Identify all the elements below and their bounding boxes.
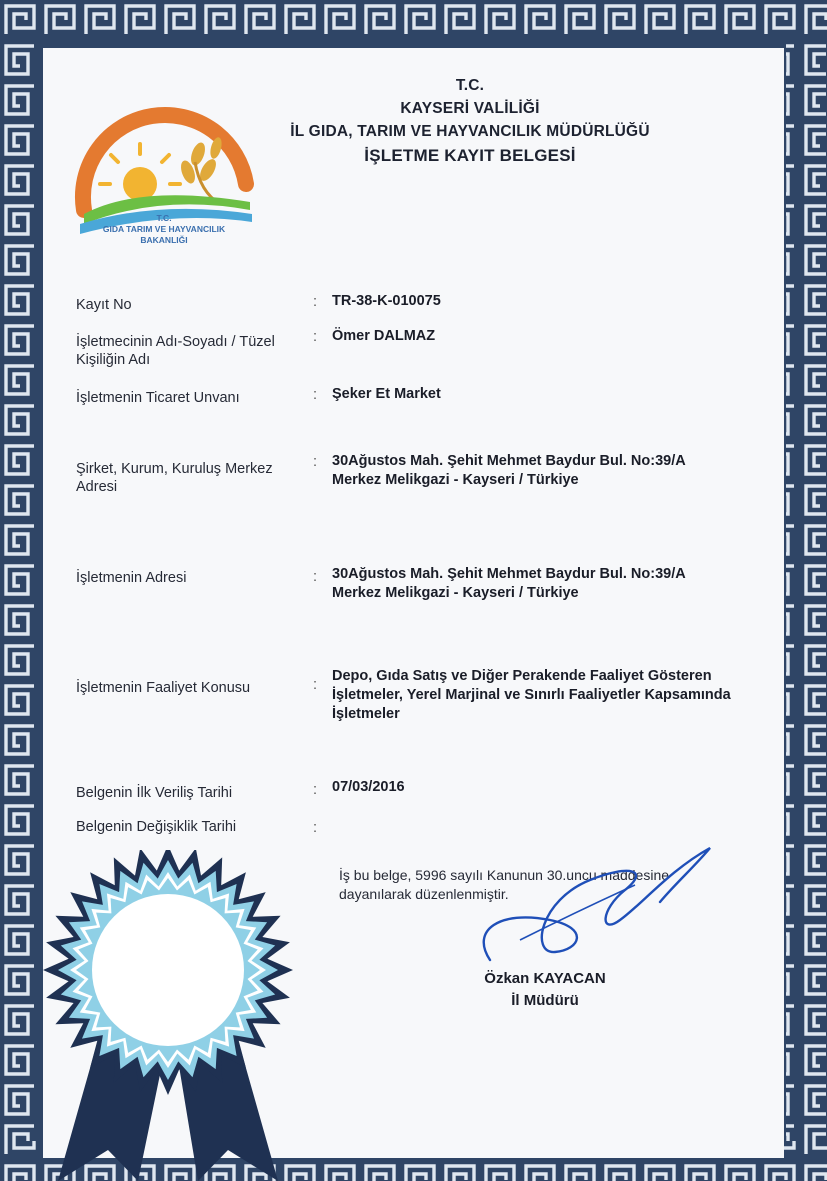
field-value: 30Ağustos Mah. Şehit Mehmet Baydur Bul. No:39/A Merkez Melikgazi - Kayseri / Türkiye bbox=[332, 453, 686, 488]
field-colon: : bbox=[313, 569, 318, 585]
field-colon: : bbox=[313, 294, 318, 310]
ministry-logo-text: T.C. GIDA TARIM VE HAYVANCILIK BAKANLIĞI bbox=[102, 213, 226, 245]
document-header bbox=[250, 74, 690, 167]
field-value: Depo, Gıda Satış ve Diğer Perakende Faaliyet Gösteren İşletmeler, Yerel Marjinal ve Sınırlı Faaliyetler Kapsamında İşletmeler bbox=[332, 668, 731, 722]
field-colon: : bbox=[313, 677, 318, 693]
field-label: İşletmecinin Adı-Soyadı / Tüzel Kişiliğin Adı bbox=[76, 334, 275, 368]
signatory-title: İl Müdürü bbox=[511, 992, 579, 1009]
field-value: Ömer DALMAZ bbox=[332, 328, 436, 344]
signature-icon bbox=[460, 840, 730, 980]
signatory-name: Özkan KAYACAN bbox=[484, 970, 606, 987]
field-label: İşletmenin Adresi bbox=[76, 570, 187, 586]
field-value: TR-38-K-010075 bbox=[332, 293, 441, 309]
field-colon: : bbox=[313, 820, 318, 836]
field-colon: : bbox=[313, 782, 318, 798]
field-value: 07/03/2016 bbox=[332, 779, 405, 795]
signatory-block bbox=[455, 968, 635, 1012]
field-colon: : bbox=[313, 387, 318, 403]
field-value: Şeker Et Market bbox=[332, 386, 441, 402]
field-label: İşletmenin Ticaret Unvanı bbox=[76, 390, 240, 406]
field-colon: : bbox=[313, 454, 318, 470]
field-label: Kayıt No bbox=[76, 297, 132, 313]
field-colon: : bbox=[313, 329, 318, 345]
field-label: Şirket, Kurum, Kuruluş Merkez Adresi bbox=[76, 461, 273, 495]
header-governorship: KAYSERİ VALİLİĞİ bbox=[400, 100, 540, 117]
legal-statement: İş bu belge, 5996 sayılı Kanunun 30.uncu maddesine dayanılarak düzenlenmiştir. bbox=[339, 867, 670, 902]
rosette-seal-icon bbox=[28, 850, 308, 1181]
document-title: İŞLETME KAYIT BELGESİ bbox=[364, 146, 576, 165]
field-value: 30Ağustos Mah. Şehit Mehmet Baydur Bul. No:39/A Merkez Melikgazi - Kayseri / Türkiye bbox=[332, 566, 686, 601]
field-label: İşletmenin Faaliyet Konusu bbox=[76, 680, 251, 696]
header-tc: T.C. bbox=[455, 77, 485, 94]
field-label: Belgenin Değişiklik Tarihi bbox=[76, 819, 237, 835]
field-label: Belgenin İlk Veriliş Tarihi bbox=[76, 785, 233, 801]
header-directorate: İL GIDA, TARIM VE HAYVANCILIK MÜDÜRLÜĞÜ bbox=[290, 123, 650, 140]
